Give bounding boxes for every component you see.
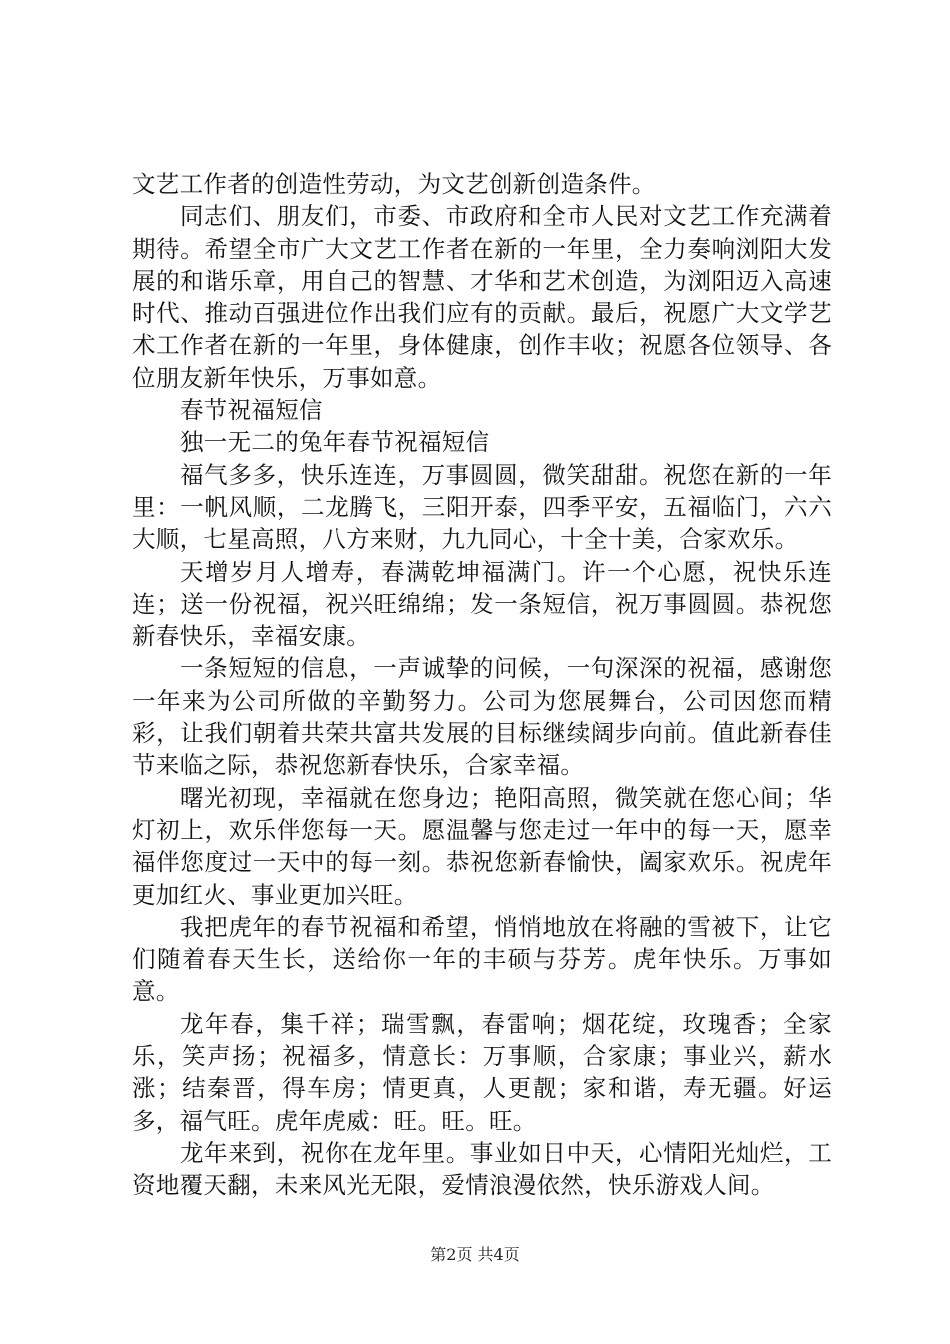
paragraph-11: 龙年来到，祝你在龙年里。事业如日中天，心情阳光灿烂，工资地覆天翻，未来风光无限，爱情浪漫依然，快乐游戏人间。 bbox=[132, 1138, 832, 1200]
paragraph-9: 我把虎年的春节祝福和希望，悄悄地放在将融的雪被下，让它们随着春天生长，送给你一年的丰硕与芬芳。虎年快乐。万事如意。 bbox=[132, 912, 832, 1006]
paragraph-7: 一条短短的信息，一声诚挚的问候，一句深深的祝福，感谢您一年来为公司所做的辛勤努力。公司为您展舞台，公司因您而精彩，让我们朝着共荣共富共发展的目标继续阔步向前。值此新春佳节来临之际，恭祝您新春快乐，合家幸福。 bbox=[132, 654, 832, 780]
paragraph-5: 福气多多，快乐连连，万事圆圆，微笑甜甜。祝您在新的一年里：一帆风顺，二龙腾飞，三阳开泰，四季平安，五福临门，六六大顺，七星高照，八方来财，九九同心，十全十美，合家欢乐。 bbox=[132, 460, 832, 554]
sub-heading: 独一无二的兔年春节祝福短信 bbox=[180, 428, 490, 457]
section-heading: 春节祝福短信 bbox=[180, 396, 323, 425]
paragraph-10: 龙年春，集千祥；瑞雪飘，春雷响；烟花绽，玫瑰香；全家乐，笑声扬；祝福多，情意长：万事顺，合家康；事业兴，薪水涨；结秦晋，得车房；情更真，人更靓；家和谐，寿无疆。好运多，福气旺。虎年虎威：旺。旺。旺。 bbox=[132, 1009, 832, 1135]
document-body bbox=[132, 168, 832, 1202]
paragraph-1: 文艺工作者的创造性劳动，为文艺创新创造条件。 bbox=[132, 170, 656, 198]
paragraph-2: 同志们、朋友们，市委、市政府和全市人民对文艺工作充满着期待。希望全市广大文艺工作者在新的一年里，全力奏响浏阳大发展的和谐乐章，用自己的智慧、才华和艺术创造，为浏阳迈入高速时代、推动百强进位作出我们应有的贡献。最后，祝愿广大文学艺术工作者在新的一年里，身体健康，创作丰收；祝愿各位领导、各位朋友新年快乐，万事如意。 bbox=[132, 202, 832, 392]
page-footer: 第2页 共4页 bbox=[430, 1245, 520, 1264]
paragraph-8: 曙光初现，幸福就在您身边；艳阳高照，微笑就在您心间；华灯初上，欢乐伴您每一天。愿温馨与您走过一年中的每一天，愿幸福伴您度过一天中的每一刻。恭祝您新春愉快，阖家欢乐。祝虎年更加红火、事业更加兴旺。 bbox=[132, 783, 832, 909]
paragraph-6: 天增岁月人增寿，春满乾坤福满门。许一个心愿，祝快乐连连；送一份祝福，祝兴旺绵绵；发一条短信，祝万事圆圆。恭祝您新春快乐，幸福安康。 bbox=[132, 557, 832, 651]
